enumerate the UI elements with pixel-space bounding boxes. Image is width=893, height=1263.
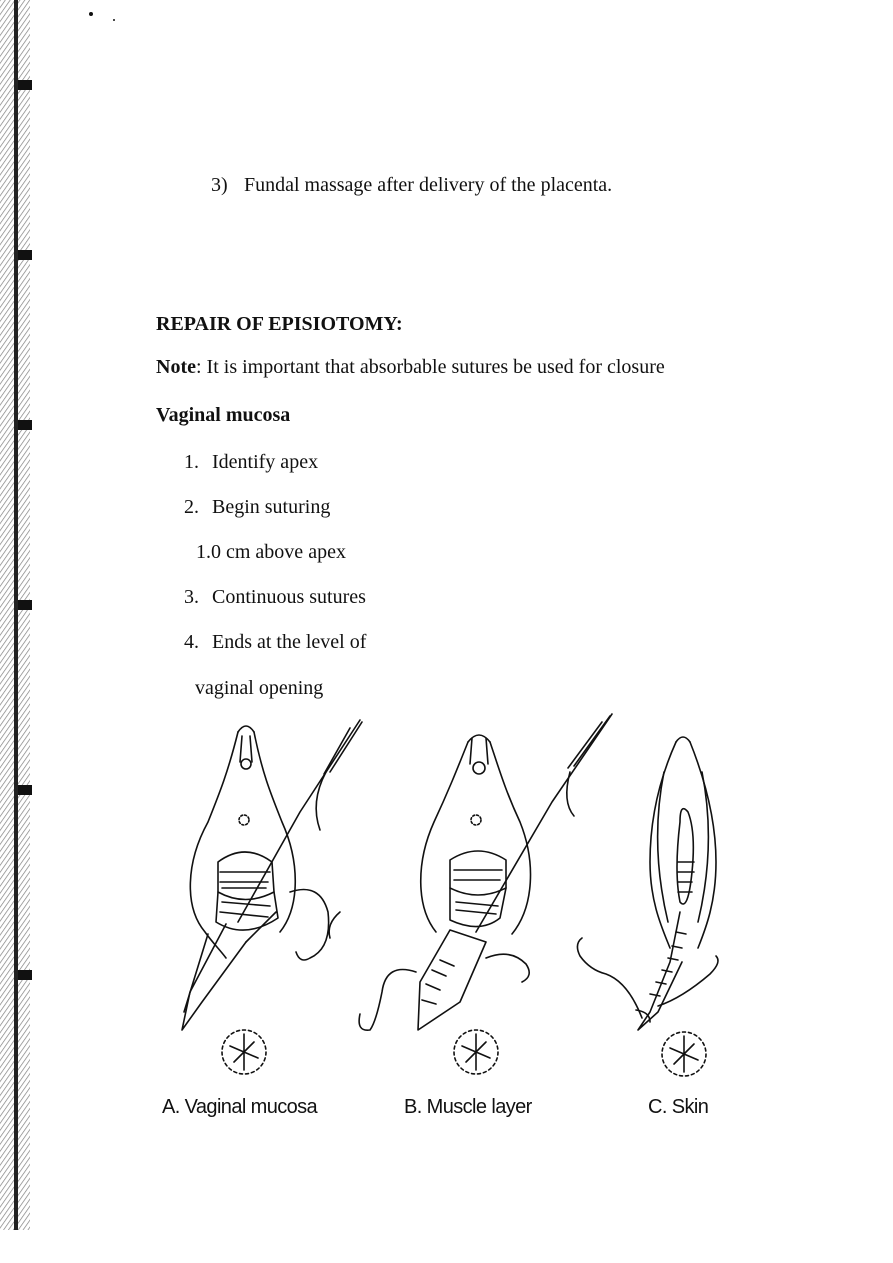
note-paragraph xyxy=(156,355,665,379)
step-number: 3. xyxy=(184,586,199,608)
figure-caption-a: A. Vaginal mucosa xyxy=(162,1096,318,1118)
note-text: : It is important that absorbable sutures be used for closure xyxy=(195,356,665,378)
figure-caption-b: B. Muscle layer xyxy=(404,1096,532,1118)
scan-binding-edge xyxy=(0,0,34,1230)
step-continuation: vaginal opening xyxy=(195,677,324,699)
figure-caption-c: C. Skin xyxy=(648,1096,709,1118)
step-continuation: 1.0 cm above apex xyxy=(196,541,346,563)
panel-a-marker xyxy=(222,1030,266,1074)
list-item-number: 3) xyxy=(211,174,228,196)
step-number: 1. xyxy=(184,451,199,473)
episiotomy-repair-illustration xyxy=(150,712,750,1092)
step-text: Ends at the level of xyxy=(212,631,367,653)
section-heading: REPAIR OF EPISIOTOMY: xyxy=(156,313,403,335)
panel-c-marker xyxy=(662,1032,706,1076)
panel-c-drawing xyxy=(577,737,718,1030)
step-number: 2. xyxy=(184,496,199,518)
step-text: Identify apex xyxy=(212,451,319,473)
list-item-text: Fundal massage after delivery of the placenta. xyxy=(244,174,613,196)
step-text: Begin suturing xyxy=(212,496,331,518)
note-label: Note xyxy=(156,356,196,378)
panel-b-drawing xyxy=(359,714,612,1030)
step-number: 4. xyxy=(184,631,199,653)
scan-speck xyxy=(113,19,115,21)
step-text: Continuous sutures xyxy=(212,586,366,608)
subheading: Vaginal mucosa xyxy=(156,404,291,426)
panel-a-drawing xyxy=(182,720,362,1030)
scan-speck xyxy=(89,12,93,16)
panel-b-marker xyxy=(454,1030,498,1074)
